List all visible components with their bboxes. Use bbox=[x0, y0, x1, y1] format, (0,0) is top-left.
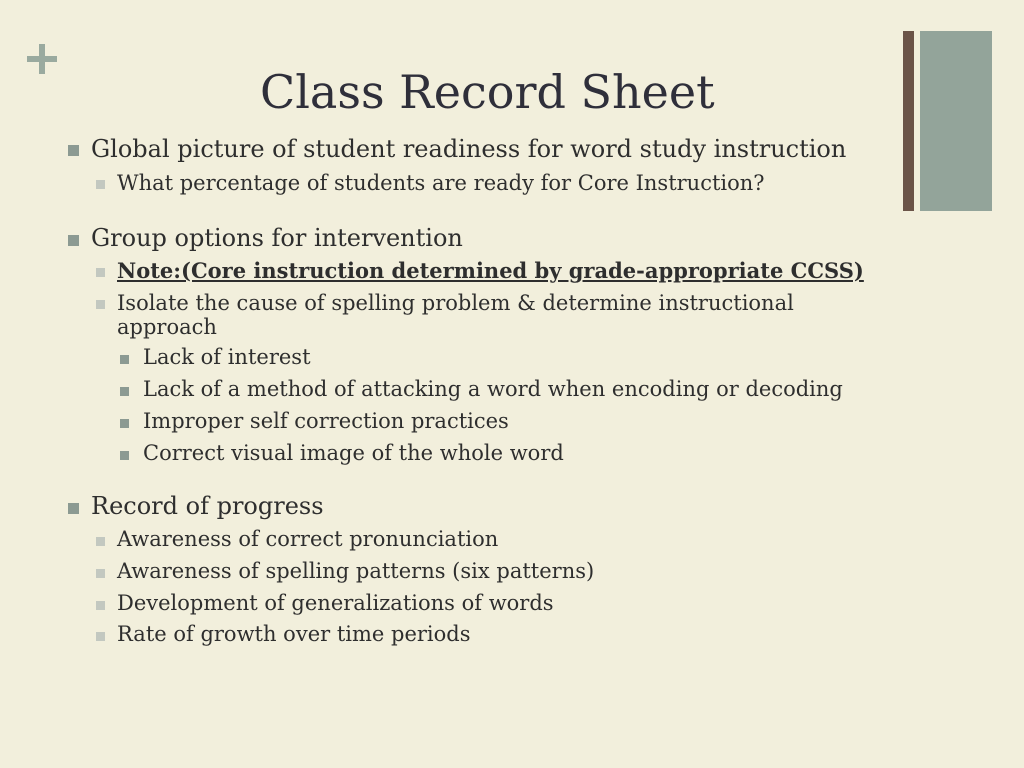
list-item-level2: What percentage of students are ready for Core Instruction? bbox=[117, 171, 765, 195]
list-item-level3: Improper self correction practices bbox=[143, 409, 509, 433]
bullet-icon bbox=[96, 300, 105, 309]
bullet-icon bbox=[68, 235, 79, 246]
accent-bar-light bbox=[920, 31, 992, 211]
bullet-icon bbox=[96, 537, 105, 546]
bullet-icon bbox=[120, 355, 129, 364]
list-item-level1: Record of progress bbox=[91, 492, 324, 520]
bullet-icon bbox=[120, 419, 129, 428]
slide-title: Class Record Sheet bbox=[260, 65, 715, 119]
list-item-level3: Lack of a method of attacking a word when encoding or decoding bbox=[143, 377, 843, 401]
bullet-icon bbox=[68, 145, 79, 156]
bullet-icon bbox=[68, 503, 79, 514]
bullet-icon bbox=[120, 451, 129, 460]
list-item-level3: Correct visual image of the whole word bbox=[143, 441, 564, 465]
bullet-icon bbox=[96, 601, 105, 610]
list-item-level2: Development of generalizations of words bbox=[117, 591, 554, 615]
list-item-level2: Rate of growth over time periods bbox=[117, 622, 471, 646]
list-item-level1: Group options for intervention bbox=[91, 224, 463, 252]
bullet-icon bbox=[120, 387, 129, 396]
bullet-icon bbox=[96, 180, 105, 189]
list-item-level3: Lack of interest bbox=[143, 345, 311, 369]
list-item-level2: Awareness of spelling patterns (six patterns) bbox=[117, 559, 595, 583]
bullet-icon bbox=[96, 569, 105, 578]
bullet-icon bbox=[96, 632, 105, 641]
plus-icon bbox=[27, 44, 57, 74]
bullet-icon bbox=[96, 268, 105, 277]
list-item-level2: Isolate the cause of spelling problem & determine instructional approach bbox=[117, 291, 794, 339]
list-item-level2: Awareness of correct pronunciation bbox=[117, 527, 499, 551]
accent-bar-dark bbox=[903, 31, 914, 211]
note-text: Note:(Core instruction determined by grade-appropriate CCSS) bbox=[117, 258, 864, 283]
list-item-level1: Global picture of student readiness for word study instruction bbox=[91, 135, 847, 163]
